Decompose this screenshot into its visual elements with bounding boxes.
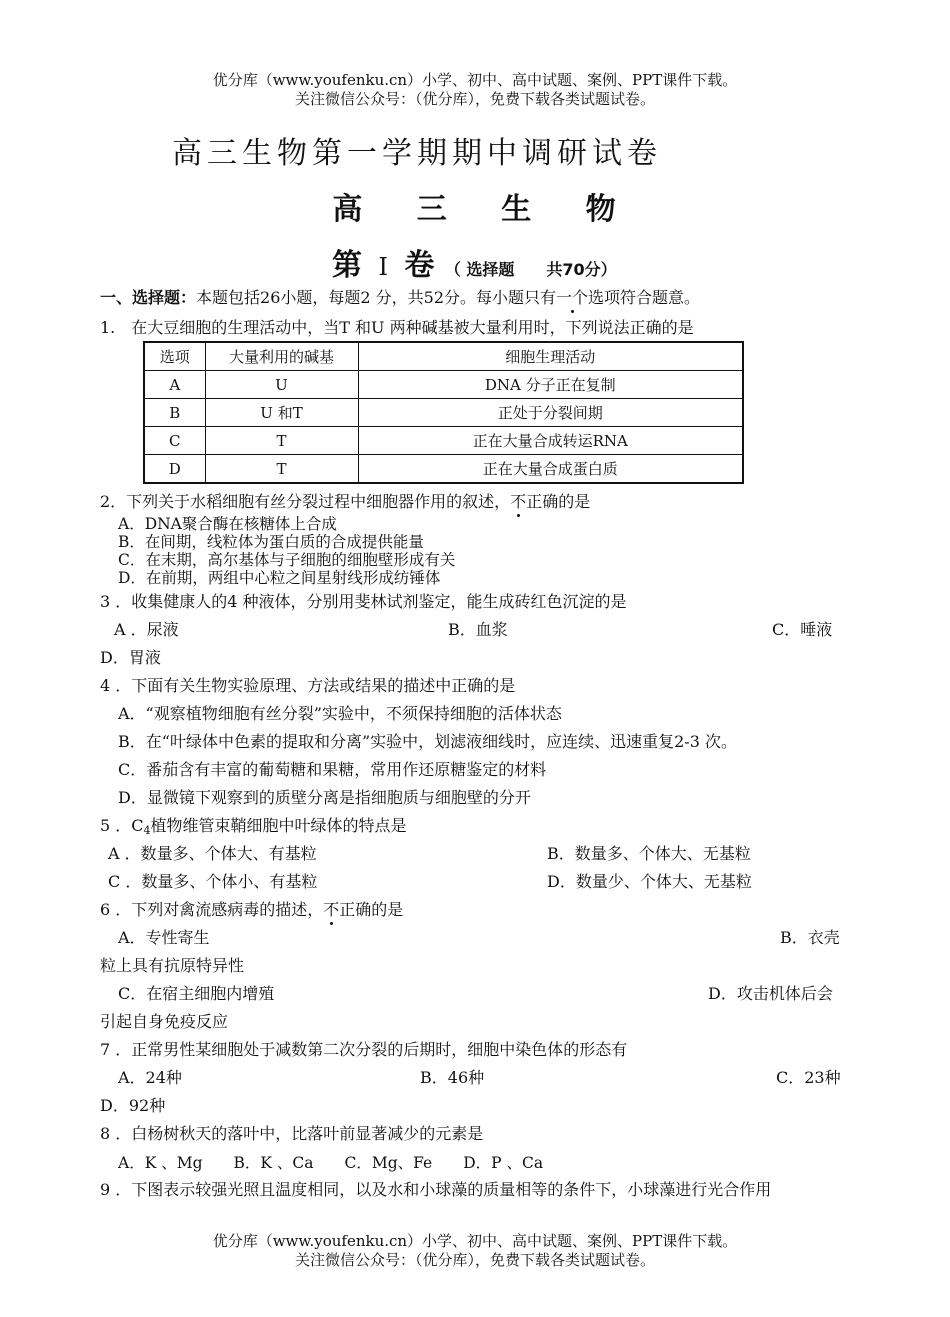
q1-table (143, 341, 744, 484)
table-row (144, 455, 743, 484)
q2-stem-a: 2．下列关于水稻细胞有丝分裂过程中细胞器作用的叙述， (100, 492, 511, 511)
table-cell: 正在大量合成转运RNA (358, 427, 743, 455)
q3-option-a: A ．尿液 (114, 620, 179, 639)
q4-option-a: A．“观察植物细胞有丝分裂”实验中，不须保持细胞的活体状态 (118, 704, 562, 723)
table-cell: DNA 分子正在复制 (358, 371, 743, 399)
q6-option-b: B．衣壳 (780, 928, 840, 947)
q9-stem: 9 ．下图表示较强光照且温度相同，以及水和小球藻的质量相等的条件下，小球藻进行光合作用 (100, 1180, 772, 1199)
table-row (144, 371, 743, 399)
q7-stem: 7 ．正常男性某细胞处于减数第二次分裂的后期时，细胞中染色体的形态有 (100, 1040, 628, 1059)
table-cell: 正在大量合成蛋白质 (358, 455, 743, 484)
q8-stem: 8 ．白杨树秋天的落叶中，比落叶前显著减少的元素是 (100, 1124, 484, 1143)
q7-option-d: D．92种 (100, 1096, 166, 1115)
table-cell: A (144, 371, 205, 399)
q1-stem: 1. 在大豆细胞的生理活动中，当T 和U 两种碱基被大量利用时，下列说法正确的是 (100, 318, 694, 337)
intro-text-b: 选项符合题意。 (588, 288, 701, 307)
q3-stem: 3 ．收集健康人的4 种液体，分别用斐林试剂鉴定，能生成砖红色沉淀的是 (100, 592, 627, 611)
footer-line-1: 优分库（www.youfenku.cn）小学、初中、高中试题、案例、PPT课件下载。 (212, 1232, 738, 1250)
q2-option-b: B．在间期，线粒体为蛋白质的合成提供能量 (118, 533, 424, 551)
q6-stem (100, 900, 403, 920)
q3-option-c: C．唾液 (772, 620, 833, 639)
q2-stem (100, 492, 590, 512)
table-cell: U (205, 371, 358, 399)
intro-label: 一、选择题： (100, 288, 197, 307)
q6-emph: 不 (323, 900, 340, 919)
q2-stem-b: 正确的是 (526, 492, 591, 511)
q6-option-c: C．在宿主细胞内增殖 (118, 984, 275, 1003)
q4-option-d: D．显微镜下观察到的质壁分离是指细胞质与细胞壁的分开 (118, 788, 531, 807)
q4-stem: 4 ．下面有关生物实验原理、方法或结果的描述中正确的是 (100, 676, 516, 695)
header-line-2: 关注微信公众号：（优分库），免费下载各类试题试卷。 (294, 90, 655, 108)
q5-option-a: A ．数量多、个体大、有基粒 (108, 844, 317, 863)
table-header-cell: 大量利用的碱基 (205, 342, 358, 371)
table-row (144, 399, 743, 427)
table-cell: T (205, 455, 358, 484)
q8-options: A．K 、Mg B．K 、Ca C．Mg、Fe D．P 、Ca (118, 1154, 544, 1172)
table-cell: 正处于分裂间期 (358, 399, 743, 427)
intro (100, 288, 700, 308)
table-cell: D (144, 455, 205, 484)
q7-option-a: A．24种 (118, 1068, 182, 1087)
q5-stem-b: 植物维管束鞘细胞中叶绿体的特点是 (150, 816, 407, 835)
subject-title: 高 三 生 物 (332, 192, 638, 227)
section-title-b: Ⅰ (378, 253, 388, 281)
table-cell: C (144, 427, 205, 455)
q6-option-a: A．专性寄生 (118, 928, 210, 947)
exam-title: 高三生物第一学期期中调研试卷 (172, 136, 662, 171)
q7-option-c: C．23种 (776, 1068, 841, 1087)
section-title (332, 240, 617, 284)
table-cell: B (144, 399, 205, 427)
q3-option-b: B．血浆 (448, 620, 508, 639)
q5-option-d: D．数量少、个体大、无基粒 (547, 872, 752, 891)
footer-line-2: 关注微信公众号：（优分库），免费下载各类试题试卷。 (294, 1251, 655, 1269)
q5-option-b: B．数量多、个体大、无基粒 (547, 844, 751, 863)
q6-option-b-cont: 粒上具有抗原特异性 (100, 956, 245, 975)
q5-stem-sub: 4 (143, 824, 151, 837)
section-title-a: 第 (332, 248, 362, 283)
q2-option-d: D．在前期，两组中心粒之间星射线形成纺锤体 (118, 569, 441, 587)
q4-option-c: C．番茄含有丰富的葡萄糖和果糖，常用作还原糖鉴定的材料 (118, 760, 547, 779)
q2-option-c: C．在末期，高尔基体与子细胞的细胞壁形成有关 (118, 551, 456, 569)
section-note: （ 选择题 共70分） (444, 260, 617, 279)
table-cell: T (205, 427, 358, 455)
q2-emph: 不 (510, 492, 527, 511)
header-line-1: 优分库（www.youfenku.cn）小学、初中、高中试题、案例、PPT课件下载。 (212, 71, 738, 89)
table-header-row (144, 342, 743, 371)
intro-text-a: 本题包括26小题，每题2 分，共52分。每小题只有 (196, 288, 557, 307)
table-row (144, 427, 743, 455)
q5-stem-a: 5 ．C (100, 816, 144, 835)
q3-option-d: D．胃液 (100, 648, 161, 667)
q5-option-c: C ．数量多、个体小、有基粒 (108, 872, 318, 891)
q2-option-a: A．DNA聚合酶在核糖体上合成 (118, 515, 337, 533)
q5-stem (100, 816, 407, 841)
intro-emph: 一个 (556, 288, 589, 307)
table-header-cell: 细胞生理活动 (358, 342, 743, 371)
q6-option-d: D．攻击机体后会 (708, 984, 833, 1003)
q6-option-d-cont: 引起自身免疫反应 (100, 1012, 229, 1031)
q6-stem-b: 正确的是 (339, 900, 404, 919)
q4-option-b: B．在“叶绿体中色素的提取和分离”实验中，划滤液细线时，应连续、迅速重复2-3 次。 (118, 732, 737, 751)
table-header-cell: 选项 (144, 342, 205, 371)
q6-stem-a: 6 ．下列对禽流感病毒的描述， (100, 900, 324, 919)
section-title-c: 卷 (404, 248, 435, 283)
q7-option-b: B．46种 (420, 1068, 485, 1087)
table-cell: U 和T (205, 399, 358, 427)
